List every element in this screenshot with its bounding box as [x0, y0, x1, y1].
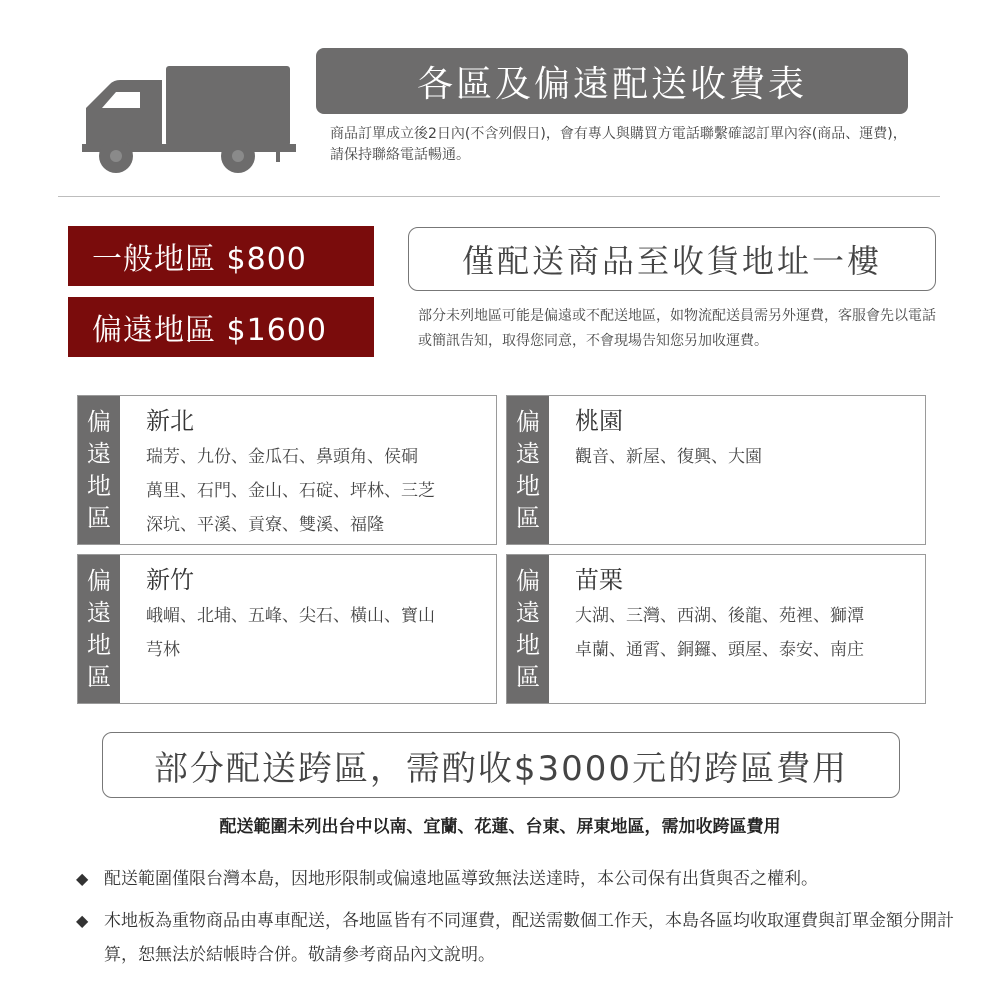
page-title: 各區及偏遠配送收費表 [316, 48, 908, 114]
region-name: 新竹 [146, 566, 194, 594]
region-card-new-taipei [77, 395, 497, 545]
remote-area-label: 偏 遠 地 區 [507, 396, 549, 544]
diamond-bullet-icon: ◆ [76, 911, 89, 930]
region-name: 桃園 [575, 407, 623, 435]
truck-icon [80, 62, 296, 178]
region-card-taoyuan [506, 395, 926, 545]
bullet-text: 木地板為重物商品由專車配送，各地區皆有不同運費，配送需數個工作天，本島各區均收取運費與訂單金額分開計算，恕無法於結帳時合併。敬請參考商品內文說明。 [104, 911, 954, 965]
region-name: 苗栗 [575, 566, 623, 594]
region-towns: 峨嵋、北埔、五峰、尖石、橫山、寶山 芎林 [146, 606, 435, 660]
general-area-fee: 一般地區 $800 [68, 226, 374, 286]
list-item [76, 904, 956, 972]
region-card-miaoli [506, 554, 926, 704]
remote-area-label: 偏 遠 地 區 [78, 396, 120, 544]
diamond-bullet-icon: ◆ [76, 869, 89, 888]
divider [58, 196, 940, 197]
region-name: 新北 [146, 407, 194, 435]
list-item [76, 862, 956, 896]
region-card-hsinchu [77, 554, 497, 704]
region-towns: 瑞芳、九份、金瓜石、鼻頭角、侯硐 萬里、石門、金山、石碇、坪林、三芝 深坑、平溪、貢寮、雙溪、福隆 [146, 447, 435, 535]
cross-region-fee: 部分配送跨區，需酌收$3000元的跨區費用 [102, 732, 900, 798]
region-towns: 大湖、三灣、西湖、後龍、苑裡、獅潭 卓蘭、通霄、銅鑼、頭屋、泰安、南庄 [575, 606, 864, 660]
remote-area-label: 偏 遠 地 區 [507, 555, 549, 703]
order-confirm-note: 商品訂單成立後2日內(不含列假日)，會有專人與購買方電話聯繫確認訂單內容(商品、運費)，請保持聯絡電話暢通。 [330, 126, 907, 163]
remote-area-label: 偏 遠 地 區 [78, 555, 120, 703]
first-floor-notice: 僅配送商品至收貨地址一樓 [408, 227, 936, 291]
remote-area-fee: 偏遠地區 $1600 [68, 297, 374, 357]
region-towns: 觀音、新屋、復興、大園 [575, 447, 762, 467]
bullet-text: 配送範圍僅限台灣本島，因地形限制或偏遠地區導致無法送達時，本公司保有出貨與否之權利。 [104, 869, 818, 889]
extra-fee-note: 部分未列地區可能是偏遠或不配送地區，如物流配送員需另外運費，客服會先以電話或簡訊告知，取得您同意，不會現場告知您另加收運費。 [418, 308, 936, 349]
cross-region-note: 配送範圍未列出台中以南、宜蘭、花蓮、台東、屏東地區，需加收跨區費用 [219, 817, 781, 837]
